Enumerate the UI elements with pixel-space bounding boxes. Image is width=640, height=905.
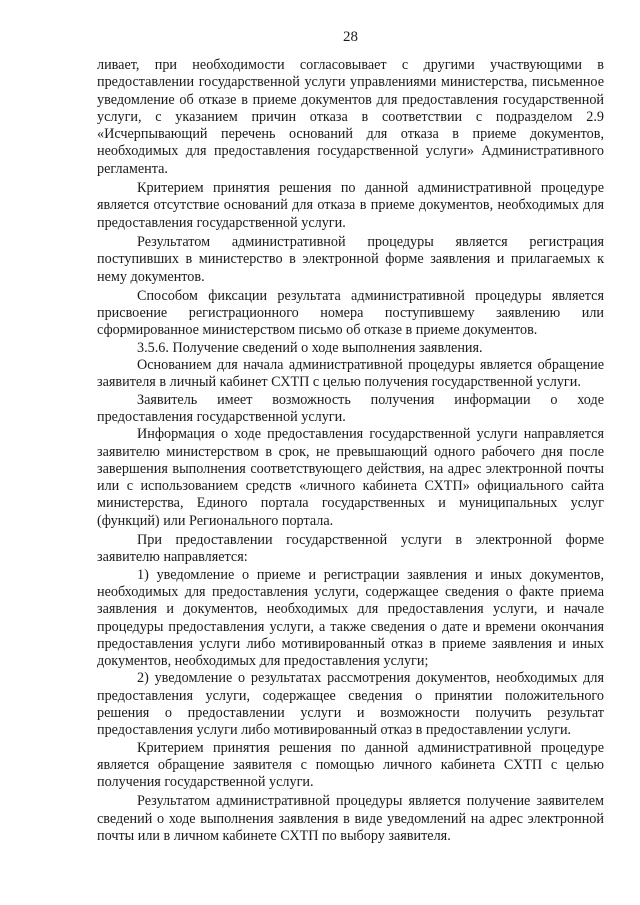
section-heading-3-5-6: 3.5.6. Получение сведений о ходе выполнения заявления. [137, 339, 483, 356]
list-item-1: 1) уведомление о приеме и регистрации заявления и иных документов, необходимых для предоставления услуги, содержащее сведения о факте приема заявления и документов, необходимых для предоставления услуги, и начале процедуры предоставления услуги, а также сведения о дате и времени окончания предоставления услуги либо мотивированный отказ в приеме заявления и иных документов, необходимых для предоставления услуги; [97, 566, 604, 670]
paragraph-electronic-form-intro: При предоставлении государственной услуги в электронной форме заявителю направляется: [97, 532, 604, 566]
document-body [97, 57, 604, 845]
paragraph-decision-criterion-2: Критерием принятия решения по данной административной процедуре является обращение заявителя с помощью личного кабинета СХТП с целью получения государственной услуги. [97, 739, 604, 791]
paragraph-procedure-basis: Основанием для начала административной процедуры является обращение заявителя в личный кабинет СХТП с целью получения государственной услуги. [97, 357, 604, 391]
paragraph-fixation-method: Способом фиксации результата административной процедуры является присвоение регистрационного номера поступившему заявлению или сформированное министерством письмо об отказе в приеме документов. [97, 287, 604, 339]
paragraph-decision-criterion: Критерием принятия решения по данной административной процедуре является отсутствие оснований для отказа в приеме документов, необходимых для предоставления государственной услуги. [97, 180, 604, 231]
paragraph-rejection-notice: ливает, при необходимости согласовывает с другими участвующими в предоставлении государственной услуги управлениями министерства, письменное уведомление об отказе в приеме документов для предоставления государственной услуги, с указанием причин отказа в соответствии с подразделом 2.9 «Исчерпывающий перечень оснований для отказа в приеме документов, необходимых для предоставления государственной услуги» Административного регламента. [97, 57, 604, 177]
paragraph-progress-info: Информация о ходе предоставления государственной услуги направляется заявителю министерством в срок, не превышающий одного рабочего дня после завершения выполнения соответствующего действия, на адрес электронной почты или с использованием средств «личного кабинета СХТП» официального сайта министерства, Единого портала государственных и муниципальных услуг (функций) или Регионального портала. [97, 426, 604, 529]
paragraph-procedure-result: Результатом административной процедуры является регистрация поступивших в министерство в электронной форме заявления и прилагаемых к нему документов. [97, 233, 604, 285]
page-number: 28 [343, 29, 358, 45]
paragraph-applicant-ability: Заявитель имеет возможность получения информации о ходе предоставления государственной услуги. [97, 391, 604, 425]
paragraph-procedure-result-2: Результатом административной процедуры является получение заявителем сведений о ходе выполнения заявления в виде уведомлений на адрес электронной почты или в личном кабинете СХТП по выбору заявителя. [97, 793, 604, 845]
list-item-2: 2) уведомление о результатах рассмотрения документов, необходимых для предоставления услуги, содержащее сведения о принятии положительного решения о предоставлении услуги и возможности получить результат предоставления услуги либо мотивированный отказ в предоставлении услуги. [97, 670, 604, 739]
